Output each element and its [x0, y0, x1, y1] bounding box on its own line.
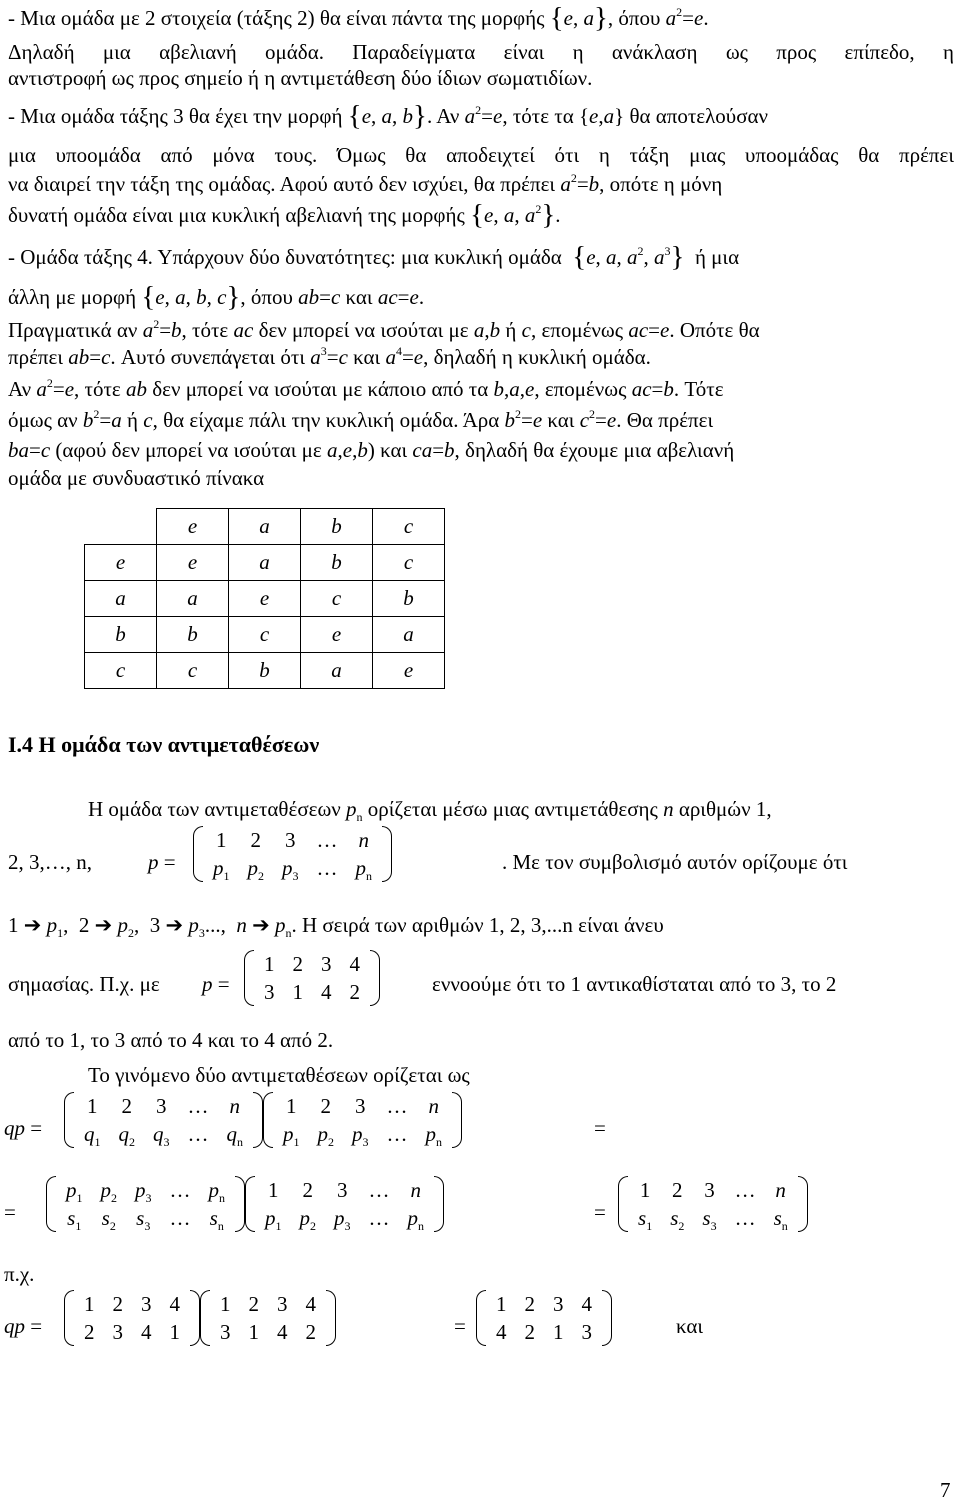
text-fragment: και — [676, 1314, 704, 1338]
table-cell: b — [373, 581, 445, 617]
text-line: να διαιρεί την τάξη της ομάδας. Αφού αυτό δεν ισχύει, θα πρέπει $a^2=b$, οπότε η μόνη — [8, 171, 723, 196]
group-table — [84, 508, 445, 689]
equation-line: = $p_1$ $p_2$ $p_3$ … $p_n$ $s_1$ $s_2$ $s_3$ … $s_n$ 1 2 3 … n $p_1$ $p_2$ $p_3$ … $p_n$ = 1 2 3 … n $s_1$ $s_2$ $s_3$ … $s_n$ — [4, 1176, 954, 1248]
equation-line: qp = 1 2 3 … n $q_1$ $q_2$ $q_3$ … $q_n$ 1 2 3 … n $p_1$ $p_2$ $p_3$ … $p_n$ = — [4, 1094, 606, 1149]
permutation-matrix: 1 2 3 4 4 2 1 3 — [476, 1290, 612, 1346]
text-line: - Ομάδα τάξης 4. Υπάρχουν δύο δυνατότητες: μια κυκλική ομάδα {e, a, $a^2$, $a^3$} ή μια — [8, 241, 740, 273]
table-cell: b — [229, 653, 301, 689]
table-row — [85, 653, 445, 689]
permutation-matrix: 1 2 3 4 2 3 4 1 — [64, 1290, 200, 1346]
table-cell: e — [85, 545, 157, 581]
table-cell: a — [85, 581, 157, 617]
table-cell: c — [85, 653, 157, 689]
text-line: δυνατή ομάδα είναι μια κυκλική αβελιανή της μορφής {e, a, $a^2$}. — [8, 199, 561, 231]
table-cell: e — [301, 617, 373, 653]
text-line: Το γινόμενο δύο αντιμεταθέσεων ορίζεται ως — [88, 1063, 470, 1087]
table-cell: b — [85, 617, 157, 653]
table-cell: e — [229, 581, 301, 617]
table-cell: a — [229, 545, 301, 581]
text-line: όμως αν $b^2=a$ ή c, θα είχαμε πάλι την κυκλική ομάδα. Άρα $b^2=e$ και $c^2=e$. Θα πρέπει — [8, 407, 714, 432]
table-header-cell: c — [373, 509, 445, 545]
table-row — [85, 545, 445, 581]
table-cell: a — [157, 581, 229, 617]
table-corner — [85, 509, 157, 545]
permutation-matrix: 1 2 3 4 3 1 4 2 — [244, 950, 380, 1006]
table-cell: e — [373, 653, 445, 689]
text-line: πρέπει ab=c. Αυτό συνεπάγεται ότι $a^3=c$ και $a^4=e$, δηλαδή η κυκλική ομάδα. — [8, 344, 651, 369]
text-line: Πραγματικά αν $a^2=b$, τότε ac δεν μπορεί να ισούται με a,b ή c, επομένως ac=e. Οπότε θα — [8, 317, 760, 342]
equation-line: 2, 3,…, n, p = 1 2 3 … n $p_1$ $p_2$ $p_3$ … $p_n$ . Με τον συμβολισμό αυτόν ορίζουμε ότι — [8, 828, 848, 883]
equation-line: σημασίας. Π.χ. με p = 1 2 3 4 3 1 4 2 εννοούμε ότι το 1 αντικαθίσταται από το 3, το 2 — [8, 952, 837, 1004]
text-line: από το 1, το 3 από το 4 και το 4 από 2. — [8, 1028, 334, 1052]
text-line: μια υποομάδα από μόνα τους. Όμως θα αποδειχτεί ότι η τάξη μιας υποομάδας θα πρέπει — [8, 143, 954, 167]
text-line: 1 ➔ $p_1$, 2 ➔ $p_2$, 3 ➔ $p_3$..., n ➔ $p_n$. Η σειρά των αριθμών 1, 2, 3,...n είναι άνευ — [8, 913, 664, 940]
table-cell: c — [373, 545, 445, 581]
table-header-cell: e — [157, 509, 229, 545]
table-cell: a — [301, 653, 373, 689]
table-header-cell: b — [301, 509, 373, 545]
permutation-matrix: 1 2 3 … n $p_1$ $p_2$ $p_3$ … $p_n$ — [263, 1092, 462, 1148]
table-cell: b — [157, 617, 229, 653]
text-line: Η ομάδα των αντιμεταθέσεων $p_n$ ορίζεται μέσω μιας αντιμετάθεσης n αριθμών 1, — [88, 797, 772, 824]
text-line: Αν $a^2=e$, τότε ab δεν μπορεί να ισούται με κάποιο από τα b,a,e, επομένως ac=b. Τότε — [8, 376, 724, 401]
equation-line: qp = 1 2 3 4 2 3 4 1 1 2 3 4 3 1 4 2 = 1 2 3 4 4 2 1 3 και — [4, 1292, 704, 1344]
text-fragment: . Με τον συμβολισμό αυτόν ορίζουμε ότι — [502, 850, 848, 874]
permutation-matrix: 1 2 3 … n $p_1$ $p_2$ $p_3$ … $p_n$ — [245, 1176, 444, 1232]
table-cell: c — [157, 653, 229, 689]
table-cell: c — [229, 617, 301, 653]
table-row — [85, 617, 445, 653]
table-cell: e — [157, 545, 229, 581]
text-fragment: 2, 3,…, n, — [8, 850, 92, 874]
permutation-matrix: 1 2 3 … n $q_1$ $q_2$ $q_3$ … $q_n$ — [64, 1092, 263, 1148]
permutation-matrix: 1 2 3 4 3 1 4 2 — [200, 1290, 336, 1346]
table-header-cell: a — [229, 509, 301, 545]
table-row — [85, 581, 445, 617]
permutation-matrix: $p_1$ $p_2$ $p_3$ … $p_n$ $s_1$ $s_2$ $s_3$ … $s_n$ — [46, 1176, 245, 1232]
permutation-matrix: 1 2 3 … n $p_1$ $p_2$ $p_3$ … $p_n$ — [193, 826, 392, 882]
text-fragment: εννοούμε ότι το 1 αντικαθίσταται από το 3, το 2 — [432, 972, 837, 996]
page-number: 7 — [940, 1478, 951, 1502]
table-cell: a — [373, 617, 445, 653]
permutation-matrix: 1 2 3 … n $s_1$ $s_2$ $s_3$ … $s_n$ — [618, 1176, 808, 1232]
text-fragment: σημασίας. Π.χ. με — [8, 972, 160, 996]
table-cell: c — [301, 581, 373, 617]
text-line: - Μια ομάδα με 2 στοιχεία (τάξης 2) θα είναι πάντα της μορφής {e, a}, όπου $a^2=e$. — [8, 2, 709, 34]
text-line: π.χ. — [4, 1262, 35, 1286]
text-line: ba=c (αφού δεν μπορεί να ισούται με a,e,b) και ca=b, δηλαδή θα έχουμε μια αβελιανή — [8, 438, 735, 462]
text-line: άλλη με μορφή {e, a, b, c}, όπου ab=c και ac=e. — [8, 281, 425, 313]
text-fragment: . Η σειρά των αριθμών 1, 2, 3,...n είναι άνευ — [291, 913, 664, 937]
text-line: Δηλαδή μια αβελιανή ομάδα. Παραδείγματα είναι η ανάκλαση ως προς επίπεδο, η — [8, 40, 954, 64]
table-cell: b — [301, 545, 373, 581]
table-row — [85, 509, 445, 545]
text-line: αντιστροφή ως προς σημείο ή η αντιμετάθεση δύο ίδιων σωματιδίων. — [8, 66, 593, 90]
text-line: ομάδα με συνδυαστικό πίνακα — [8, 466, 265, 490]
section-heading: I.4 Η ομάδα των αντιμεταθέσεων — [8, 732, 320, 757]
text-line: - Μια ομάδα τάξης 3 θα έχει την μορφή {e, a, b}. Αν $a^2=e$, τότε τα {e,a} θα αποτελούσαν — [8, 100, 769, 132]
